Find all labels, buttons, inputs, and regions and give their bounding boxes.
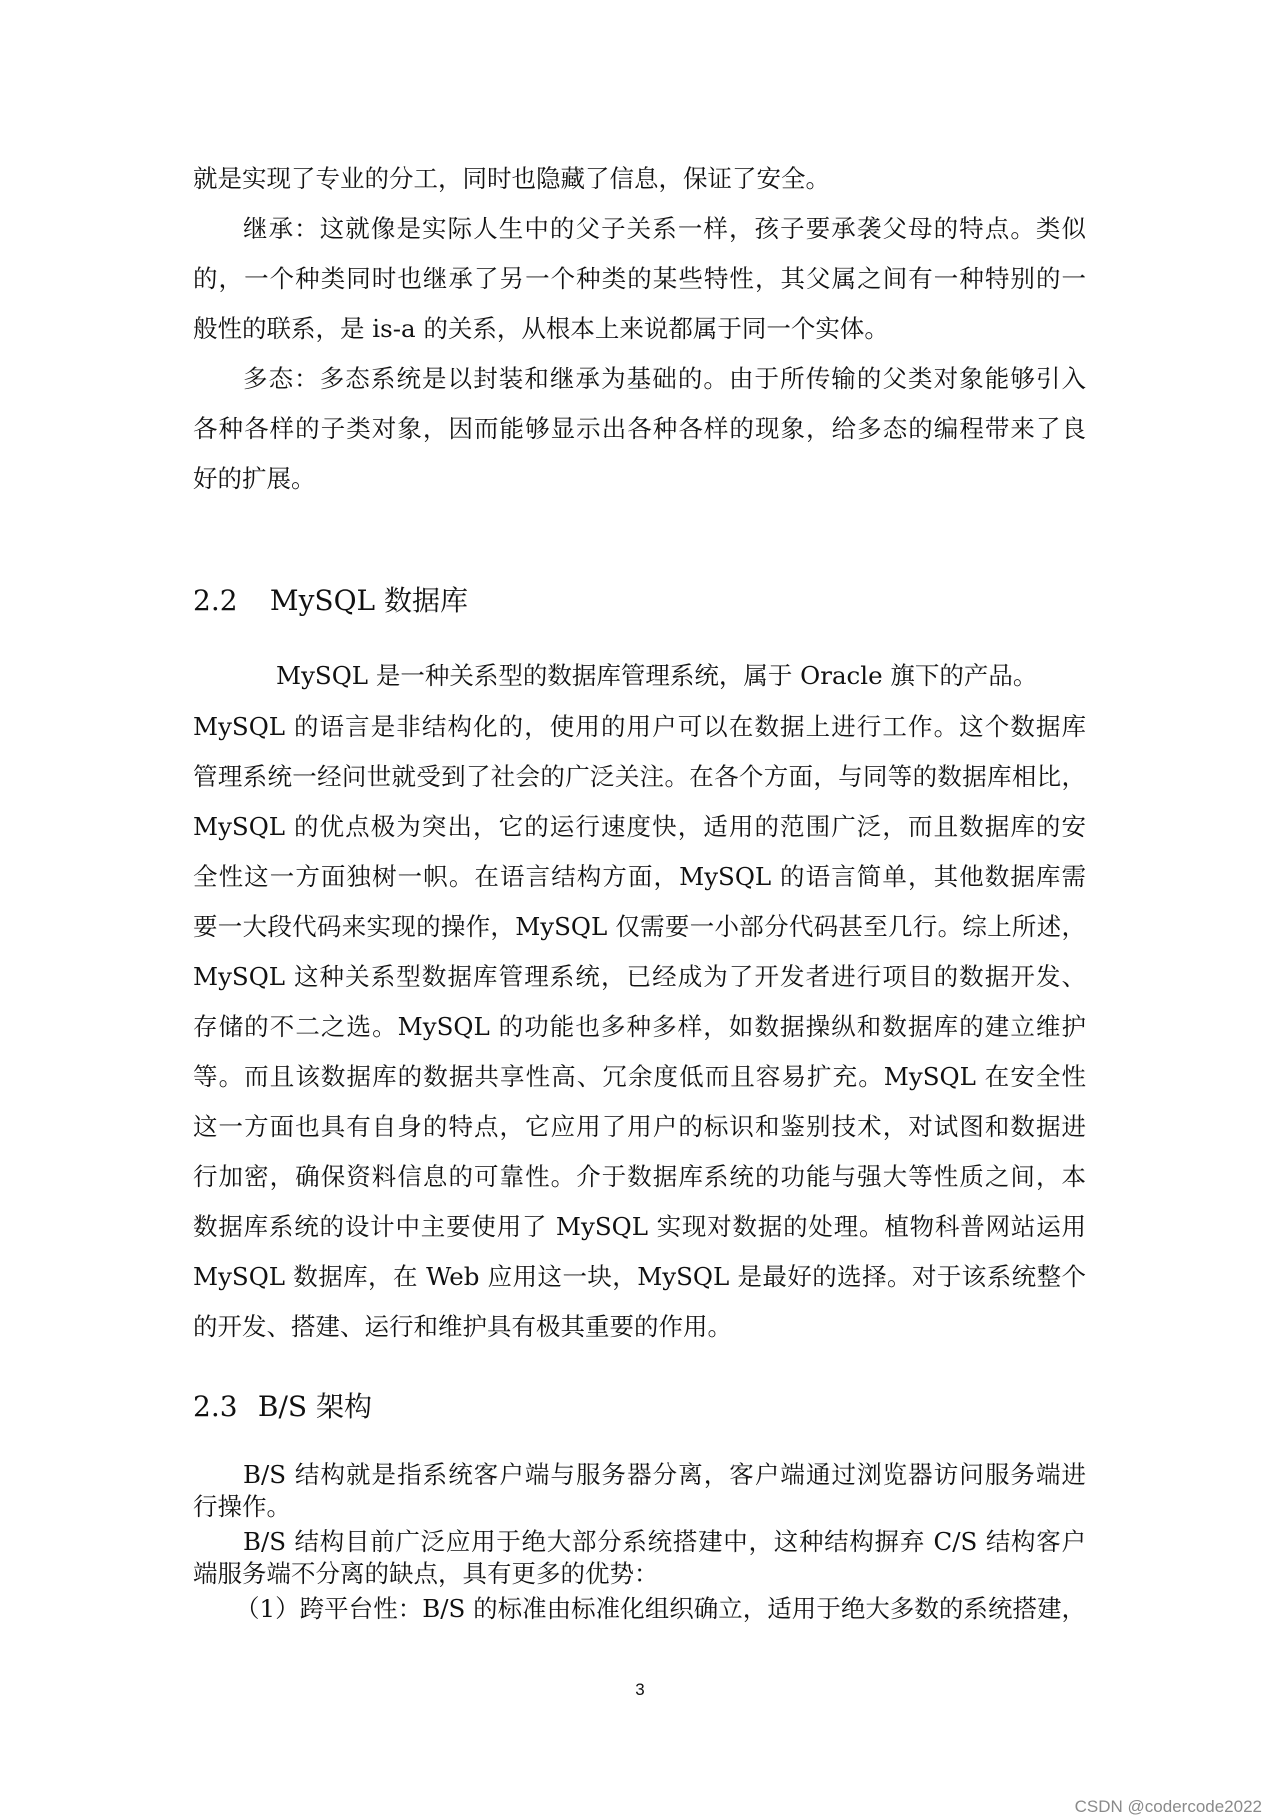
paragraph-line: 的，一个种类同时也继承了另一个种类的某些特性，其父属之间有一种特别的一 [193, 264, 1086, 293]
paragraph-line: 数据库系统的设计中主要使用了 MySQL 实现对数据的处理。植物科普网站运用 [193, 1212, 1086, 1241]
paragraph-line: 各种各样的子类对象，因而能够显示出各种各样的现象，给多态的编程带来了良 [193, 414, 1086, 443]
paragraph-line: 般性的联系，是 is-a 的关系，从根本上来说都属于同一个实体。 [193, 314, 889, 343]
paragraph-line: 好的扩展。 [193, 464, 316, 493]
paragraph-line: 全性这一方面独树一帜。在语言结构方面，MySQL 的语言简单，其他数据库需 [193, 862, 1086, 891]
section-number: 2.3 [193, 1390, 238, 1423]
csdn-watermark: CSDN @codercode2022 [1074, 1797, 1262, 1816]
paragraph-line: 行操作。 [193, 1492, 291, 1521]
paragraph-line: 的开发、搭建、运行和维护具有极其重要的作用。 [193, 1312, 732, 1341]
paragraph-line: 继承：这就像是实际人生中的父子关系一样，孩子要承袭父母的特点。类似 [243, 214, 1086, 243]
paragraph-line: 这一方面也具有自身的特点，它应用了用户的标识和鉴别技术，对试图和数据进 [193, 1112, 1086, 1141]
paragraph-line: 端服务端不分离的缺点，具有更多的优势： [193, 1559, 659, 1588]
paragraph-line: B/S 结构就是指系统客户端与服务器分离，客户端通过浏览器访问服务端进 [243, 1460, 1086, 1489]
paragraph-line: 多态：多态系统是以封装和继承为基础的。由于所传输的父类对象能够引入 [243, 364, 1086, 393]
paragraph-line: 等。而且该数据库的数据共享性高、冗余度低而且容易扩充。MySQL 在安全性 [193, 1062, 1086, 1091]
page-number: 3 [635, 1680, 645, 1699]
paragraph-line: MySQL 是一种关系型的数据库管理系统，属于 Oracle 旗下的产品。 [276, 661, 1038, 690]
section-heading-mysql [193, 584, 468, 618]
paragraph-line: MySQL 这种关系型数据库管理系统，已经成为了开发者进行项目的数据开发、 [193, 962, 1086, 991]
paragraph-line: MySQL 的语言是非结构化的，使用的用户可以在数据上进行工作。这个数据库 [193, 712, 1086, 741]
paragraph-line: B/S 结构目前广泛应用于绝大部分系统搭建中，这种结构摒弃 C/S 结构客户 [243, 1527, 1086, 1556]
paragraph-line: 管理系统一经问世就受到了社会的广泛关注。在各个方面，与同等的数据库相比， [193, 762, 1086, 791]
list-item: （1）跨平台性：B/S 的标准由标准化组织确立，适用于绝大多数的系统搭建， [235, 1594, 1086, 1623]
section-heading-bs [193, 1390, 372, 1424]
paragraph-line: MySQL 数据库，在 Web 应用这一块，MySQL 是最好的选择。对于该系统整个 [193, 1262, 1086, 1291]
paragraph-line: 要一大段代码来实现的操作，MySQL 仅需要一小部分代码甚至几行。综上所述， [193, 912, 1086, 941]
section-title: MySQL 数据库 [269, 584, 469, 617]
paragraph-line: 就是实现了专业的分工，同时也隐藏了信息，保证了安全。 [193, 164, 830, 193]
section-title: B/S 架构 [257, 1390, 372, 1423]
paragraph-line: 行加密，确保资料信息的可靠性。介于数据库系统的功能与强大等性质之间，本 [193, 1162, 1086, 1191]
paragraph-line: 存储的不二之选。MySQL 的功能也多种多样，如数据操纵和数据库的建立维护 [193, 1012, 1086, 1041]
paragraph-line: MySQL 的优点极为突出，它的运行速度快，适用的范围广泛，而且数据库的安 [193, 812, 1086, 841]
section-number: 2.2 [193, 584, 238, 617]
